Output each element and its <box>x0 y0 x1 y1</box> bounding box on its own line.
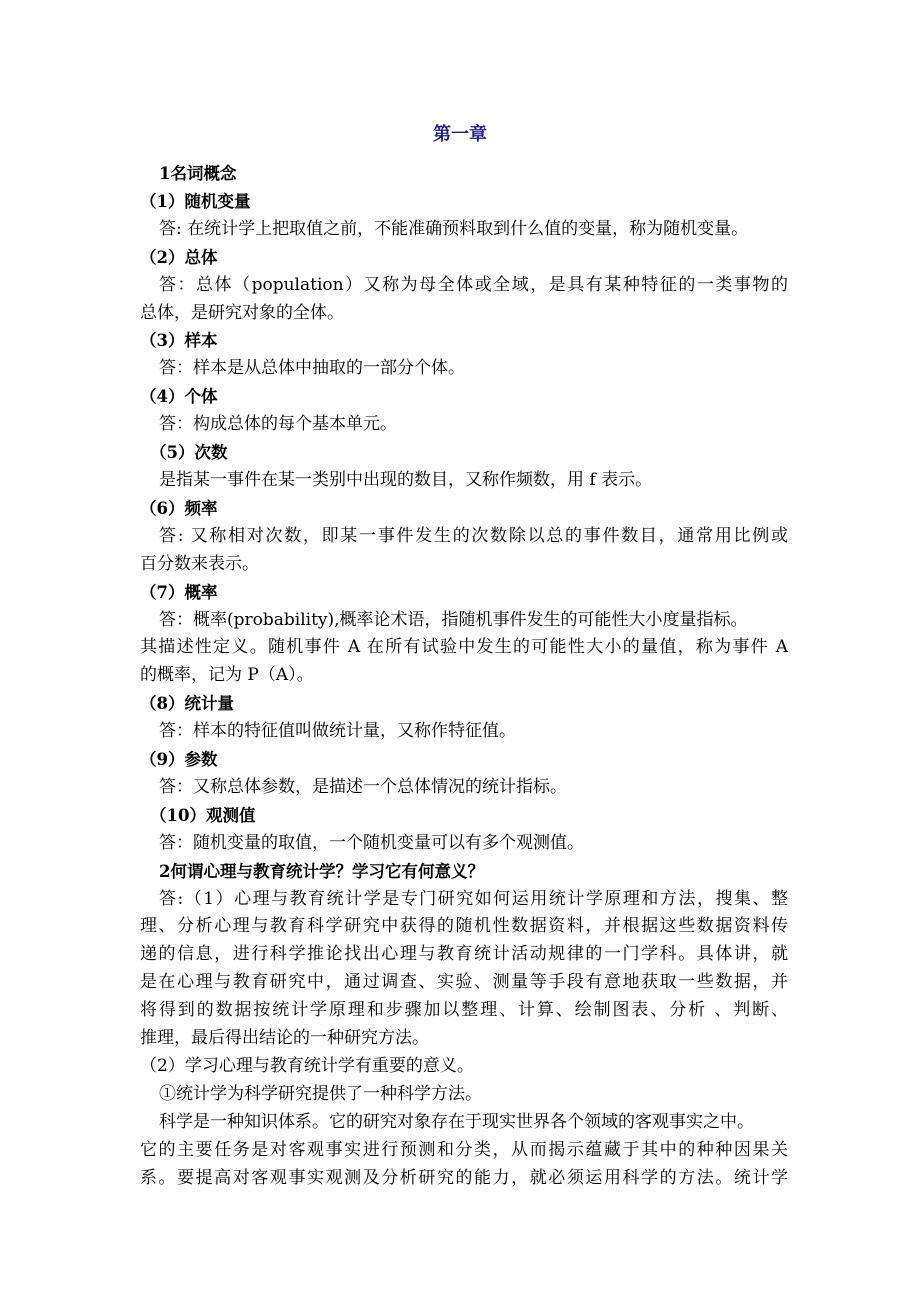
paragraph-line: 答：概率(probability),概率论术语，指随机事件发生的可能性大小度量指标。 <box>159 609 748 630</box>
paragraph-line: 推理，最后得出结论的一种研究方法。 <box>140 1028 429 1049</box>
paragraph-line: 答：样本的特征值叫做统计量，又称作特征值。 <box>159 721 516 742</box>
paragraph-line: （2）学习心理与教育统计学有重要的意义。 <box>140 1056 474 1076</box>
section-heading: （8）统计量 <box>140 694 234 714</box>
paragraph-line: 理、分析心理与教育科学研究中获得的随机性数据资料，并根据这些数据资料传 <box>140 916 788 937</box>
paragraph-line: 答：构成总体的每个基本单元。 <box>159 414 397 435</box>
paragraph-line: 是指某一事件在某一类别中出现的数目，又称作频数，用 f 表示。 <box>159 469 653 490</box>
paragraph-line: 答: 又称相对次数，即某一事件发生的次数除以总的事件数目，通常用比例或 <box>159 525 788 546</box>
paragraph-line: 将得到的数据按统计学原理和步骤加以整理、计算、绘制图表、分析 、判断、 <box>140 1000 788 1021</box>
section-heading: （6）频率 <box>140 498 218 518</box>
paragraph-line: 总体，是研究对象的全体。 <box>140 302 344 323</box>
section-heading: （9）参数 <box>140 750 218 770</box>
paragraph-line: 科学是一种知识体系。它的研究对象存在于现实世界各个领域的客观事实之中。 <box>159 1111 754 1132</box>
section-heading: （2）总体 <box>140 247 218 267</box>
section-heading: （10）观测值 <box>150 805 256 825</box>
paragraph-line: 答: 在统计学上把取值之前，不能准确预料取到什么值的变量，称为随机变量。 <box>159 218 749 239</box>
paragraph-line: 答：随机变量的取值，一个随机变量可以有多个观测值。 <box>159 832 584 853</box>
paragraph-line: 答：又称总体参数，是描述一个总体情况的统计指标。 <box>159 776 567 797</box>
paragraph-line: 答：样本是从总体中抽取的一部分个体。 <box>159 358 465 379</box>
paragraph-line: 递的信息，进行科学推论找出心理与教育统计活动规律的一门学科。具体讲，就 <box>140 944 788 965</box>
section-heading: （3）样本 <box>140 331 218 351</box>
paragraph-line: 答:（1）心理与教育统计学是专门研究如何运用统计学原理和方法，搜集、整 <box>159 888 788 909</box>
paragraph-line: 答：总体（population）又称为母全体或全域，是具有某种特征的一类事物的 <box>159 274 788 295</box>
section-heading: 1名词概念 <box>159 164 237 183</box>
paragraph-line: ①统计学为科学研究提供了一种科学方法。 <box>159 1083 482 1104</box>
section-heading: （7）概率 <box>140 582 218 602</box>
paragraph-line: 它的主要任务是对客观事实进行预测和分类，从而揭示蕴藏于其中的种种因果关 <box>140 1139 788 1160</box>
section-heading: （5）次数 <box>150 443 228 463</box>
paragraph-line: 百分数来表示。 <box>140 553 259 574</box>
document-body <box>140 160 788 1193</box>
paragraph-line: 其描述性定义。随机事件 A 在所有试验中发生的可能性大小的量值，称为事件 A <box>140 637 788 658</box>
section-heading: （4）个体 <box>140 387 218 407</box>
section-heading: （1）随机变量 <box>140 191 251 211</box>
chapter-title: 第一章 <box>433 124 487 145</box>
paragraph-line: 是在心理与教育研究中，通过调查、实验、测量等手段有意地获取一些数据，并 <box>140 972 788 993</box>
paragraph-line: 系。要提高对客观事实观测及分析研究的能力，就必须运用科学的方法。统计学 <box>140 1167 788 1188</box>
section-heading: 2何谓心理与教育统计学？学习它有何意义？ <box>159 861 484 881</box>
paragraph-line: 的概率，记为 P（A）。 <box>140 665 314 686</box>
